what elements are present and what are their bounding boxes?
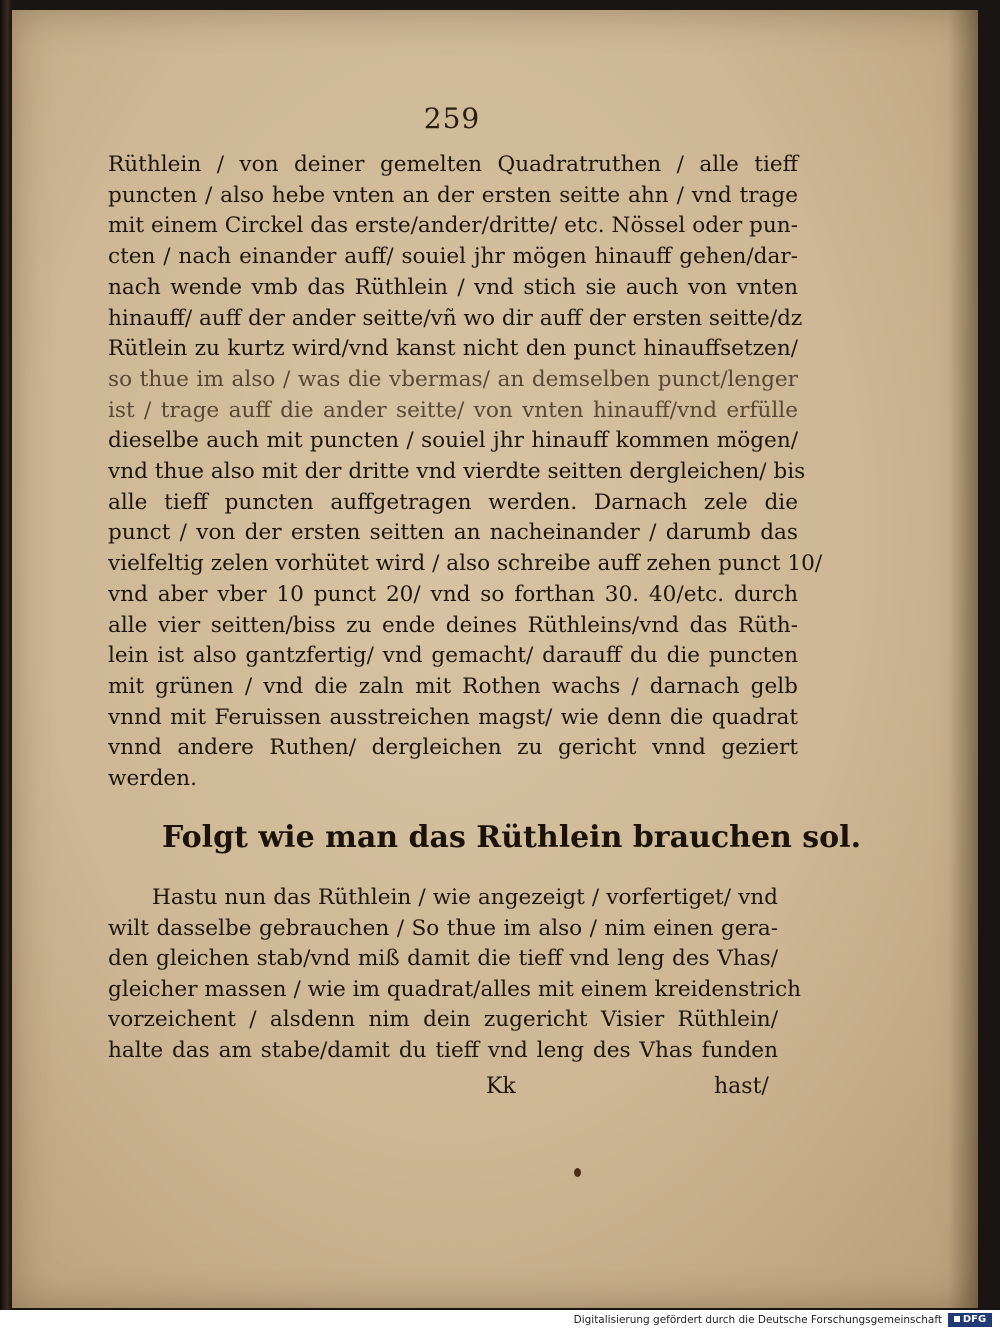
text-line: cten / nach einander auff/ souiel jhr mögen hinauff gehen/dar-	[108, 244, 798, 270]
text-line: dieselbe auch mit puncten / souiel jhr hinauff kommen mögen/	[108, 428, 798, 454]
book-page	[12, 10, 978, 1308]
text-line: vorzeichent / alsdenn nim dein zugericht Visier Rüthlein/	[108, 1007, 778, 1033]
dfg-logo-text: DFG	[962, 1314, 987, 1325]
paragraph-2	[108, 883, 802, 1067]
paragraph-1	[108, 150, 823, 795]
text-line: halte das am stabe/damit du tieff vnd leng des Vhas funden	[108, 1037, 778, 1063]
text-line: vnnd andere Ruthen/ dergleichen zu gericht vnnd geziert	[108, 735, 798, 761]
text-line: Rütlein zu kurtz wird/vnd kanst nicht den punct hinauffsetzen/	[108, 336, 798, 362]
text-line: werden.	[108, 766, 197, 792]
catchword: hast/	[714, 1074, 769, 1099]
text-line: mit grünen / vnd die zaln mit Rothen wachs / darnach gelb	[108, 673, 798, 699]
text-line: alle tieff puncten auffgetragen werden. Darnach zele die	[108, 489, 798, 515]
dfg-logo-icon	[948, 1313, 992, 1327]
text-line: wilt dasselbe gebrauchen / So thue im also / nim einen gera-	[108, 915, 778, 941]
funding-credit: Digitalisierung gefördert durch die Deutsche Forschungsgemeinschaft	[573, 1314, 942, 1326]
section-heading: Folgt wie man das Rüthlein brauchen sol.	[162, 820, 862, 855]
text-line: puncten / also hebe vnten an der ersten seitte ahn / vnd trage	[108, 182, 798, 208]
digitization-footer	[0, 1311, 1000, 1330]
ink-speck	[574, 1168, 581, 1177]
text-line: vnnd mit Feruissen ausstreichen magst/ wie denn die quadrat	[108, 704, 798, 730]
text-line: punct / von der ersten seitten an nacheinander / darumb das	[108, 520, 798, 546]
text-line: vnd thue also mit der dritte vnd vierdte seitten dergleichen/ bis	[108, 459, 806, 485]
page-number: 259	[423, 102, 481, 135]
signature-mark: Kk	[486, 1074, 516, 1099]
text-line: vnd aber vber 10 punct 20/ vnd so forthan 30. 40/etc. durch	[108, 581, 798, 607]
text-line: so thue im also / was die vbermas/ an demselben punct/lenger	[108, 366, 798, 392]
text-line: Hastu nun das Rüthlein / wie angezeigt / vorfertiget/ vnd	[152, 885, 778, 910]
text-line: gleicher massen / wie im quadrat/alles mit einem kreidenstrich	[108, 976, 802, 1002]
book-binding-edge	[0, 0, 12, 1310]
text-line: alle vier seitten/biss zu ende deines Rüthleins/vnd das Rüth-	[108, 612, 798, 638]
text-line: nach wende vmb das Rüthlein / vnd stich sie auch von vnten	[108, 274, 798, 300]
text-line: ist / trage auff die ander seitte/ von vnten hinauff/vnd erfülle	[108, 397, 798, 423]
text-line: mit einem Circkel das erste/ander/dritte/ etc. Nössel oder pun-	[108, 213, 798, 239]
text-line: hinauff/ auff der ander seitte/vñ wo dir auff der ersten seitte/dz	[108, 305, 803, 331]
text-line: vielfeltig zelen vorhütet wird / also schreibe auff zehen punct 10/	[108, 551, 823, 577]
text-line: lein ist also gantzfertig/ vnd gemacht/ darauff du die puncten	[108, 643, 798, 669]
text-line: Rüthlein / von deiner gemelten Quadratruthen / alle tieff	[108, 152, 798, 177]
text-line: den gleichen stab/vnd miß damit die tieff vnd leng des Vhas/	[108, 946, 778, 972]
